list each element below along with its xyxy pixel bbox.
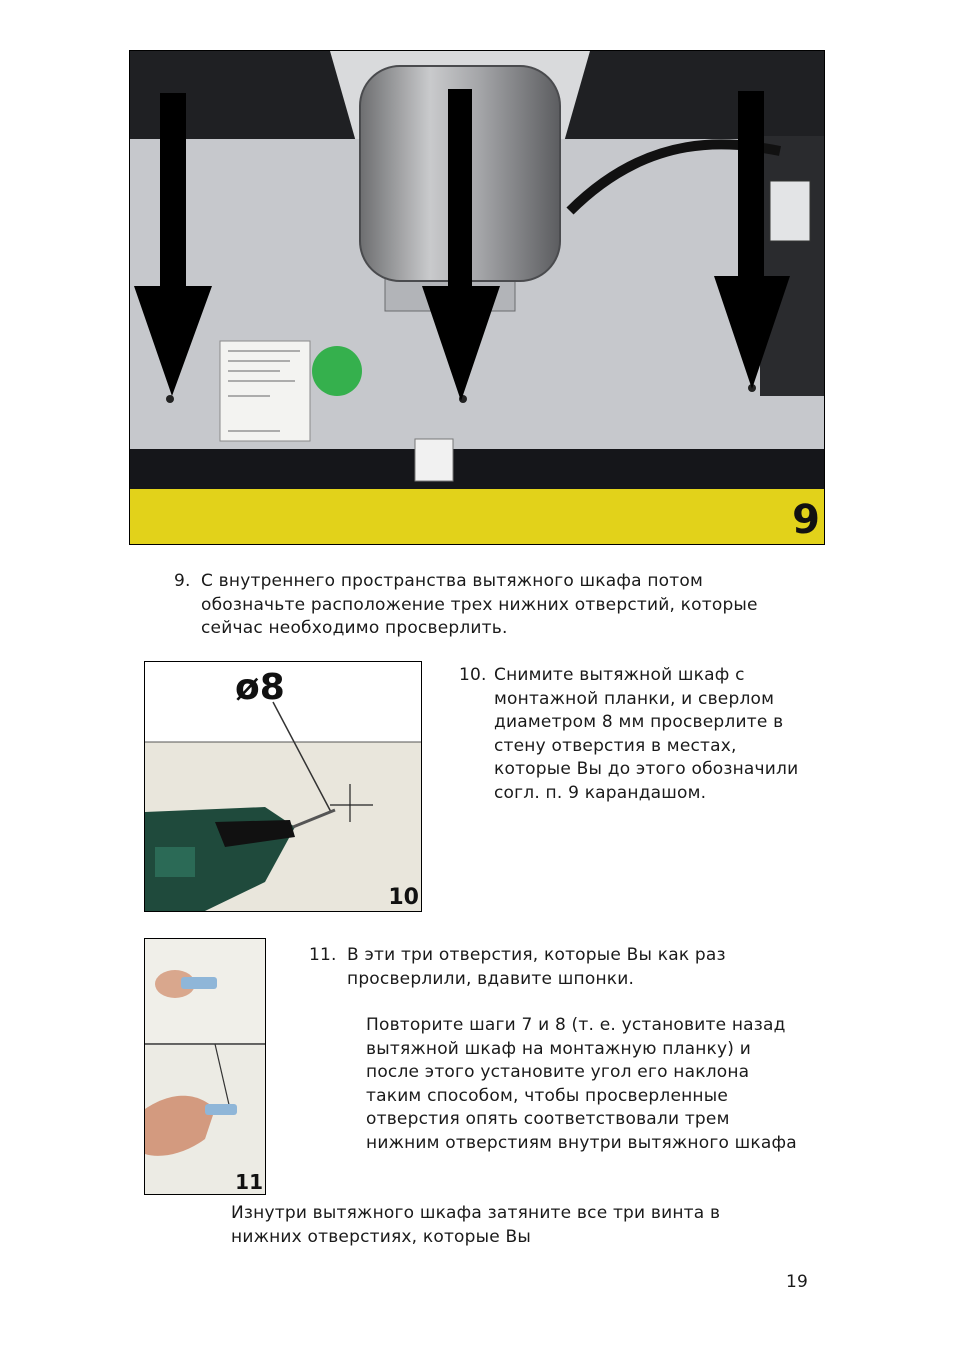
step-10-text: Снимите вытяжной шкаф с монтажной планки, и сверлом диаметром 8 мм просверлите в стену отверстия в местах, которые Вы до этого обозначили согл. п. 9 карандашом.: [494, 665, 799, 803]
figure-10-number: 10: [388, 885, 419, 910]
step-11-text: В эти три отверстия, которые Вы как раз просверлили, вдавите шпонки.: [347, 945, 726, 989]
figure-11-illustration: [145, 939, 265, 1194]
step-9-number: 9.: [174, 571, 191, 591]
closing-paragraph: Изнутри вытяжного шкафа затяните все три винта в нижних отверстиях, которые Вы: [231, 1203, 721, 1247]
figure-10-photo: [144, 661, 422, 912]
figure-9-photo: [129, 50, 825, 545]
step-9-text: С внутреннего пространства вытяжного шкафа потом обозначьте расположение трех нижних отверстий, которые сейчас необходимо просверлить.: [201, 571, 758, 638]
figure-10-caption: ø8: [235, 667, 285, 708]
figure-11-photo: [144, 938, 266, 1195]
figure-9-illustration: [130, 51, 824, 544]
step-11-repeat-text: Повторите шаги 7 и 8 (т. е. установите назад вытяжной шкаф на монтажную планку) и после этого установите угол его наклона таким способом, чтобы просверленные отверстия опять соответствовали трем нижним отверстиям внутри вытяжного шкафа: [366, 1015, 797, 1153]
page-number: 19: [786, 1272, 809, 1292]
figure-9-number: 9: [792, 497, 820, 543]
figure-11-number: 11: [235, 1170, 263, 1194]
step-10-number: 10.: [459, 665, 487, 685]
step-11-number: 11.: [309, 945, 337, 965]
